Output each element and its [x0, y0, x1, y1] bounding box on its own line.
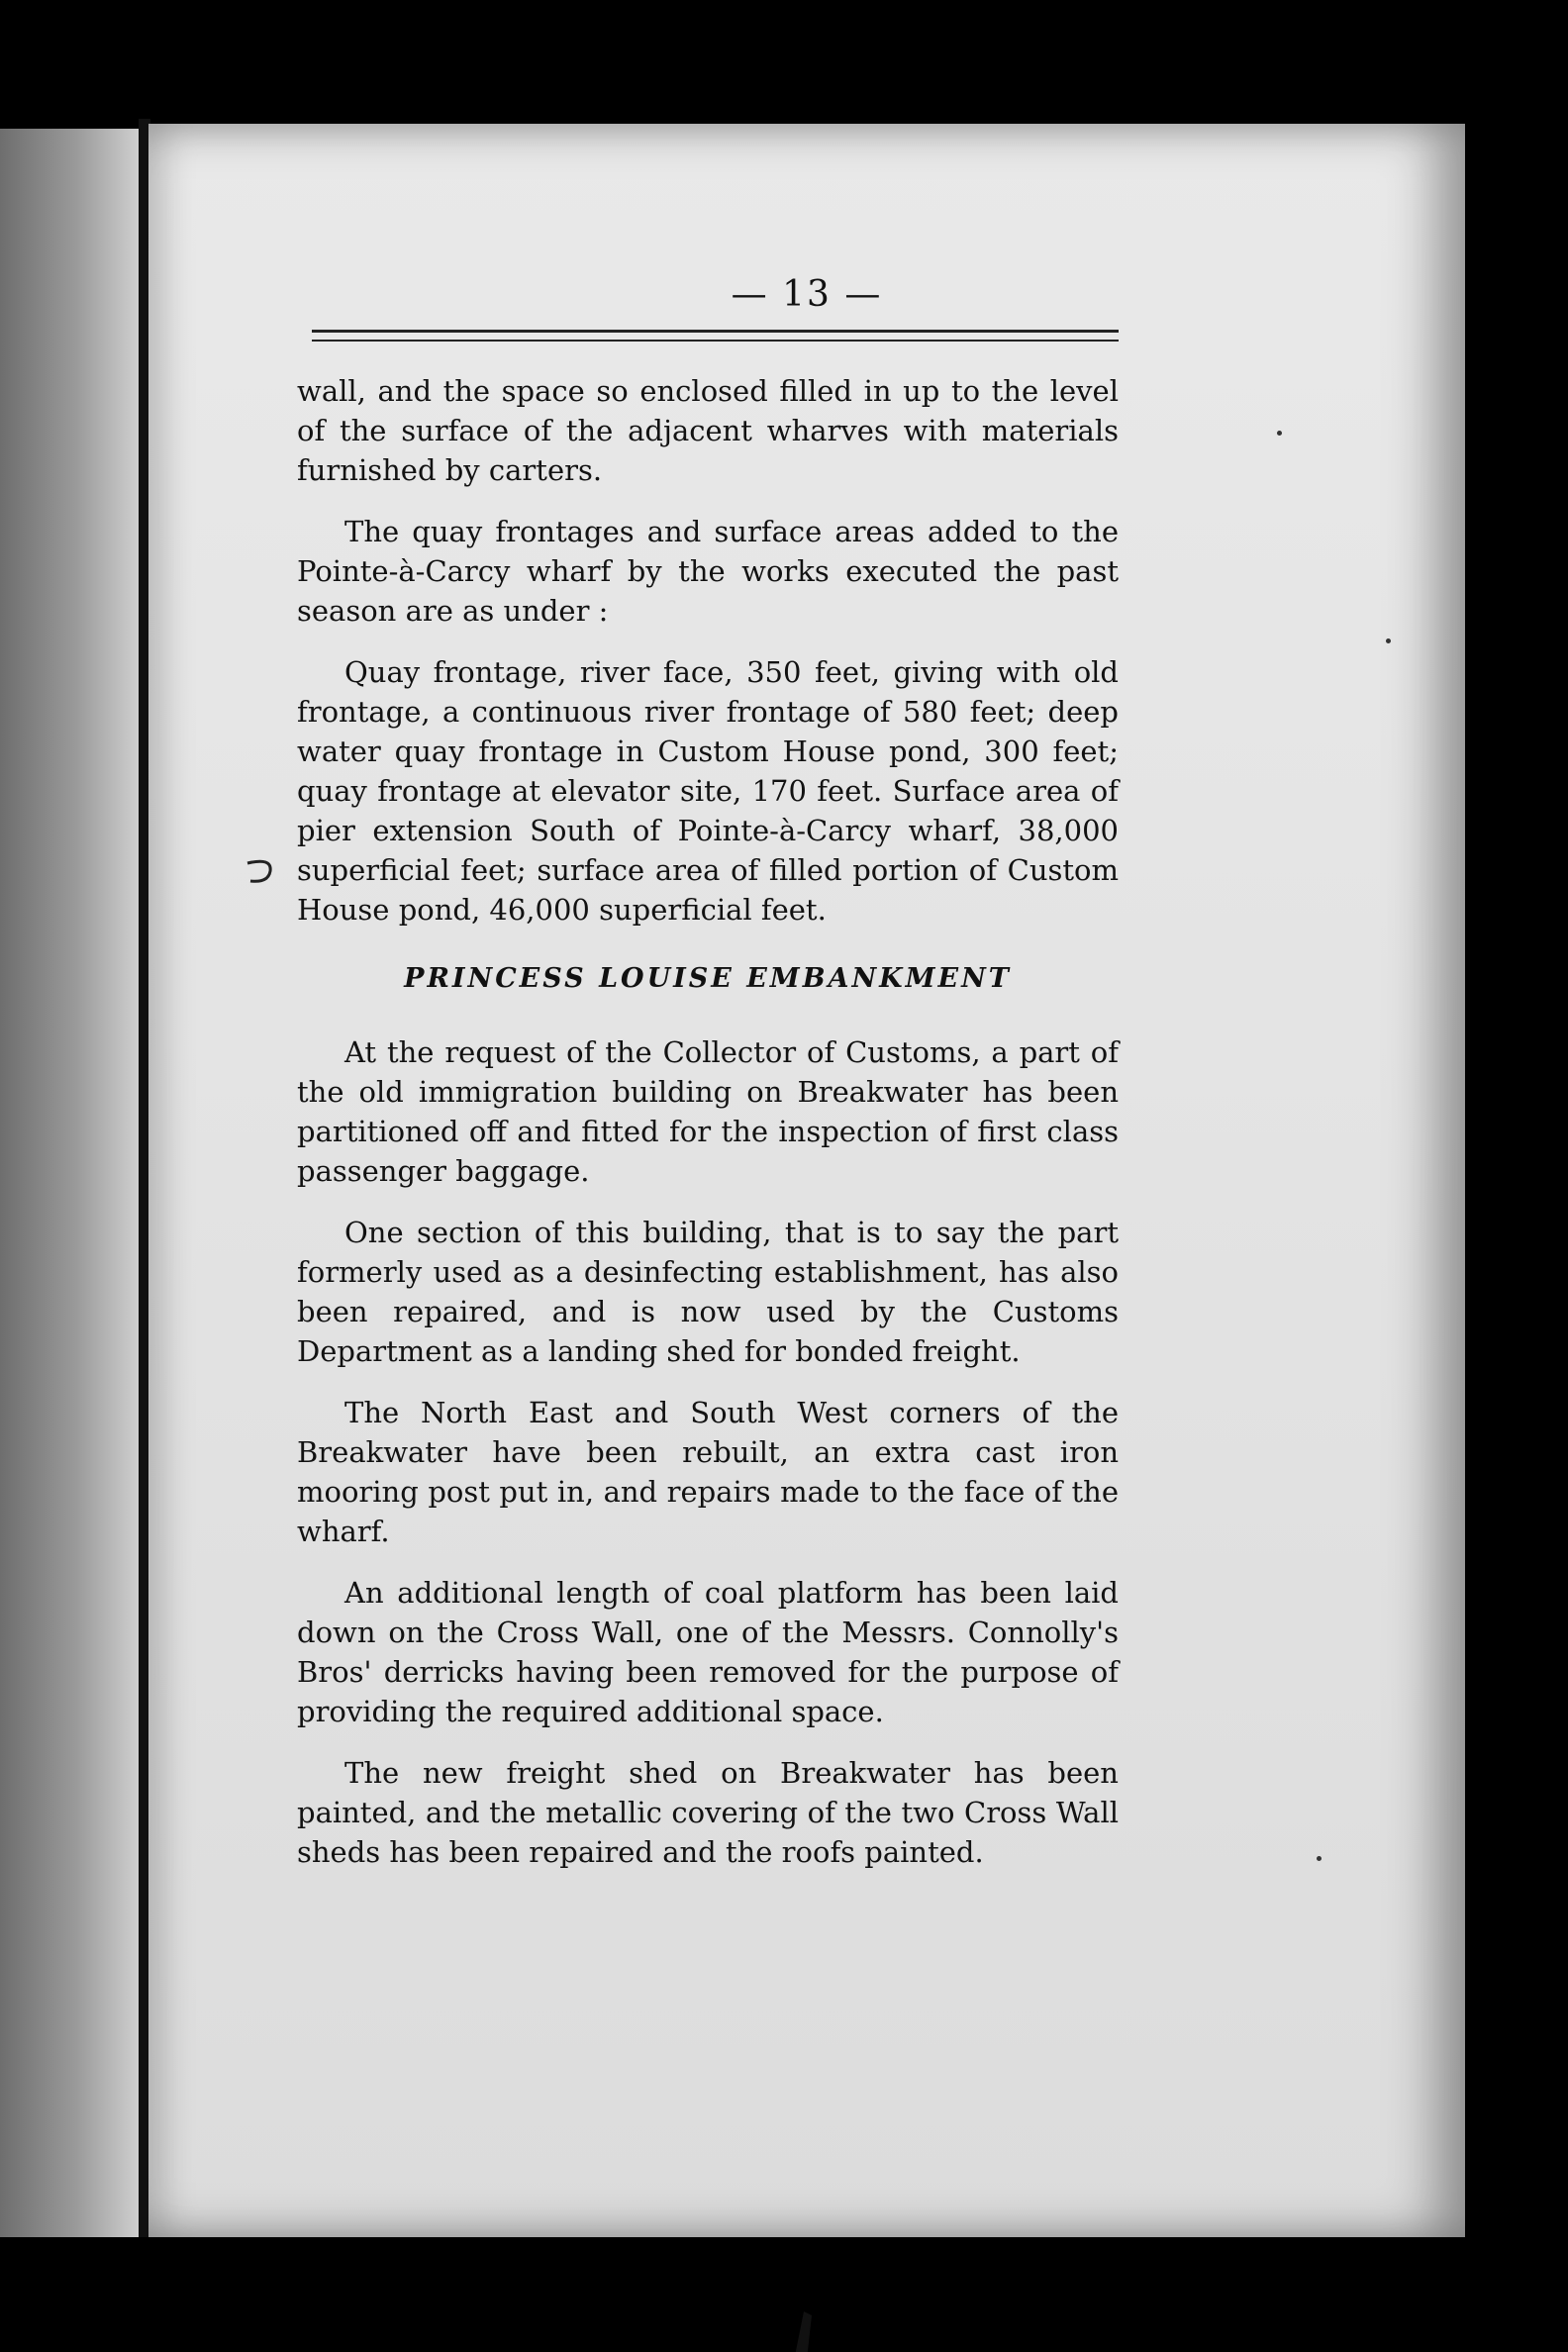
paragraph-immigration-building: At the request of the Collector of Customs, a part of the old immigration building on Breakwater has been partitioned off and fitted for the inspection of first class passenger baggage.	[297, 1035, 1119, 1188]
paper-speck	[1317, 1856, 1322, 1861]
paragraph-quay-frontage-details: Quay frontage, river face, 350 feet, giving with old frontage, a continuous river frontage of 580 feet; deep water quay frontage in Custom House pond, 300 feet; quay frontage at elevator site, 170 feet. Surface area of pier extension South of Pointe-à-Carcy wharf, 38,000 superficial feet; surface area of filled portion of Custom House pond, 46,000 superficial feet.	[297, 655, 1119, 927]
header-rule-bottom	[312, 340, 1119, 342]
paragraph-breakwater-corners: The North East and South West corners of the Breakwater have been rebuilt, an extra cast iron mooring post put in, and repairs made to the face of the wharf.	[297, 1396, 1119, 1548]
page-body	[297, 371, 1119, 1894]
paragraph-continued-wall: wall, and the space so enclosed filled in up to the level of the surface of the adjacent wharves with materials furnished by carters.	[297, 374, 1119, 487]
page-number: — 13 —	[731, 274, 883, 315]
document-page	[148, 124, 1465, 2237]
paper-speck	[1277, 431, 1282, 436]
paragraph-coal-platform: An additional length of coal platform has been laid down on the Cross Wall, one of the Messrs. Connolly's Bros' derricks having been removed for the purpose of providing the required additional space.	[297, 1576, 1119, 1728]
paragraph-freight-shed: The new freight shed on Breakwater has been painted, and the metallic covering of the two Cross Wall sheds has been repaired and the roofs painted.	[297, 1756, 1119, 1869]
paragraph-desinfecting-section: One section of this building, that is to say the part formerly used as a desinfecting establishment, has also been repaired, and is now used by the Customs Department as a landing shed for bonded freight.	[297, 1216, 1119, 1368]
paragraph-quay-frontages-intro: The quay frontages and surface areas added to the Pointe-à-Carcy wharf by the works executed the past season are as under :	[297, 515, 1119, 628]
margin-bracket-mark	[243, 851, 282, 891]
facing-page-edge	[0, 129, 147, 2237]
section-heading: PRINCESS LOUISE EMBANKMENT	[404, 963, 1012, 994]
header-rule-top	[312, 330, 1119, 333]
binding-artifact	[782, 2311, 822, 2352]
paper-speck	[1386, 638, 1391, 643]
